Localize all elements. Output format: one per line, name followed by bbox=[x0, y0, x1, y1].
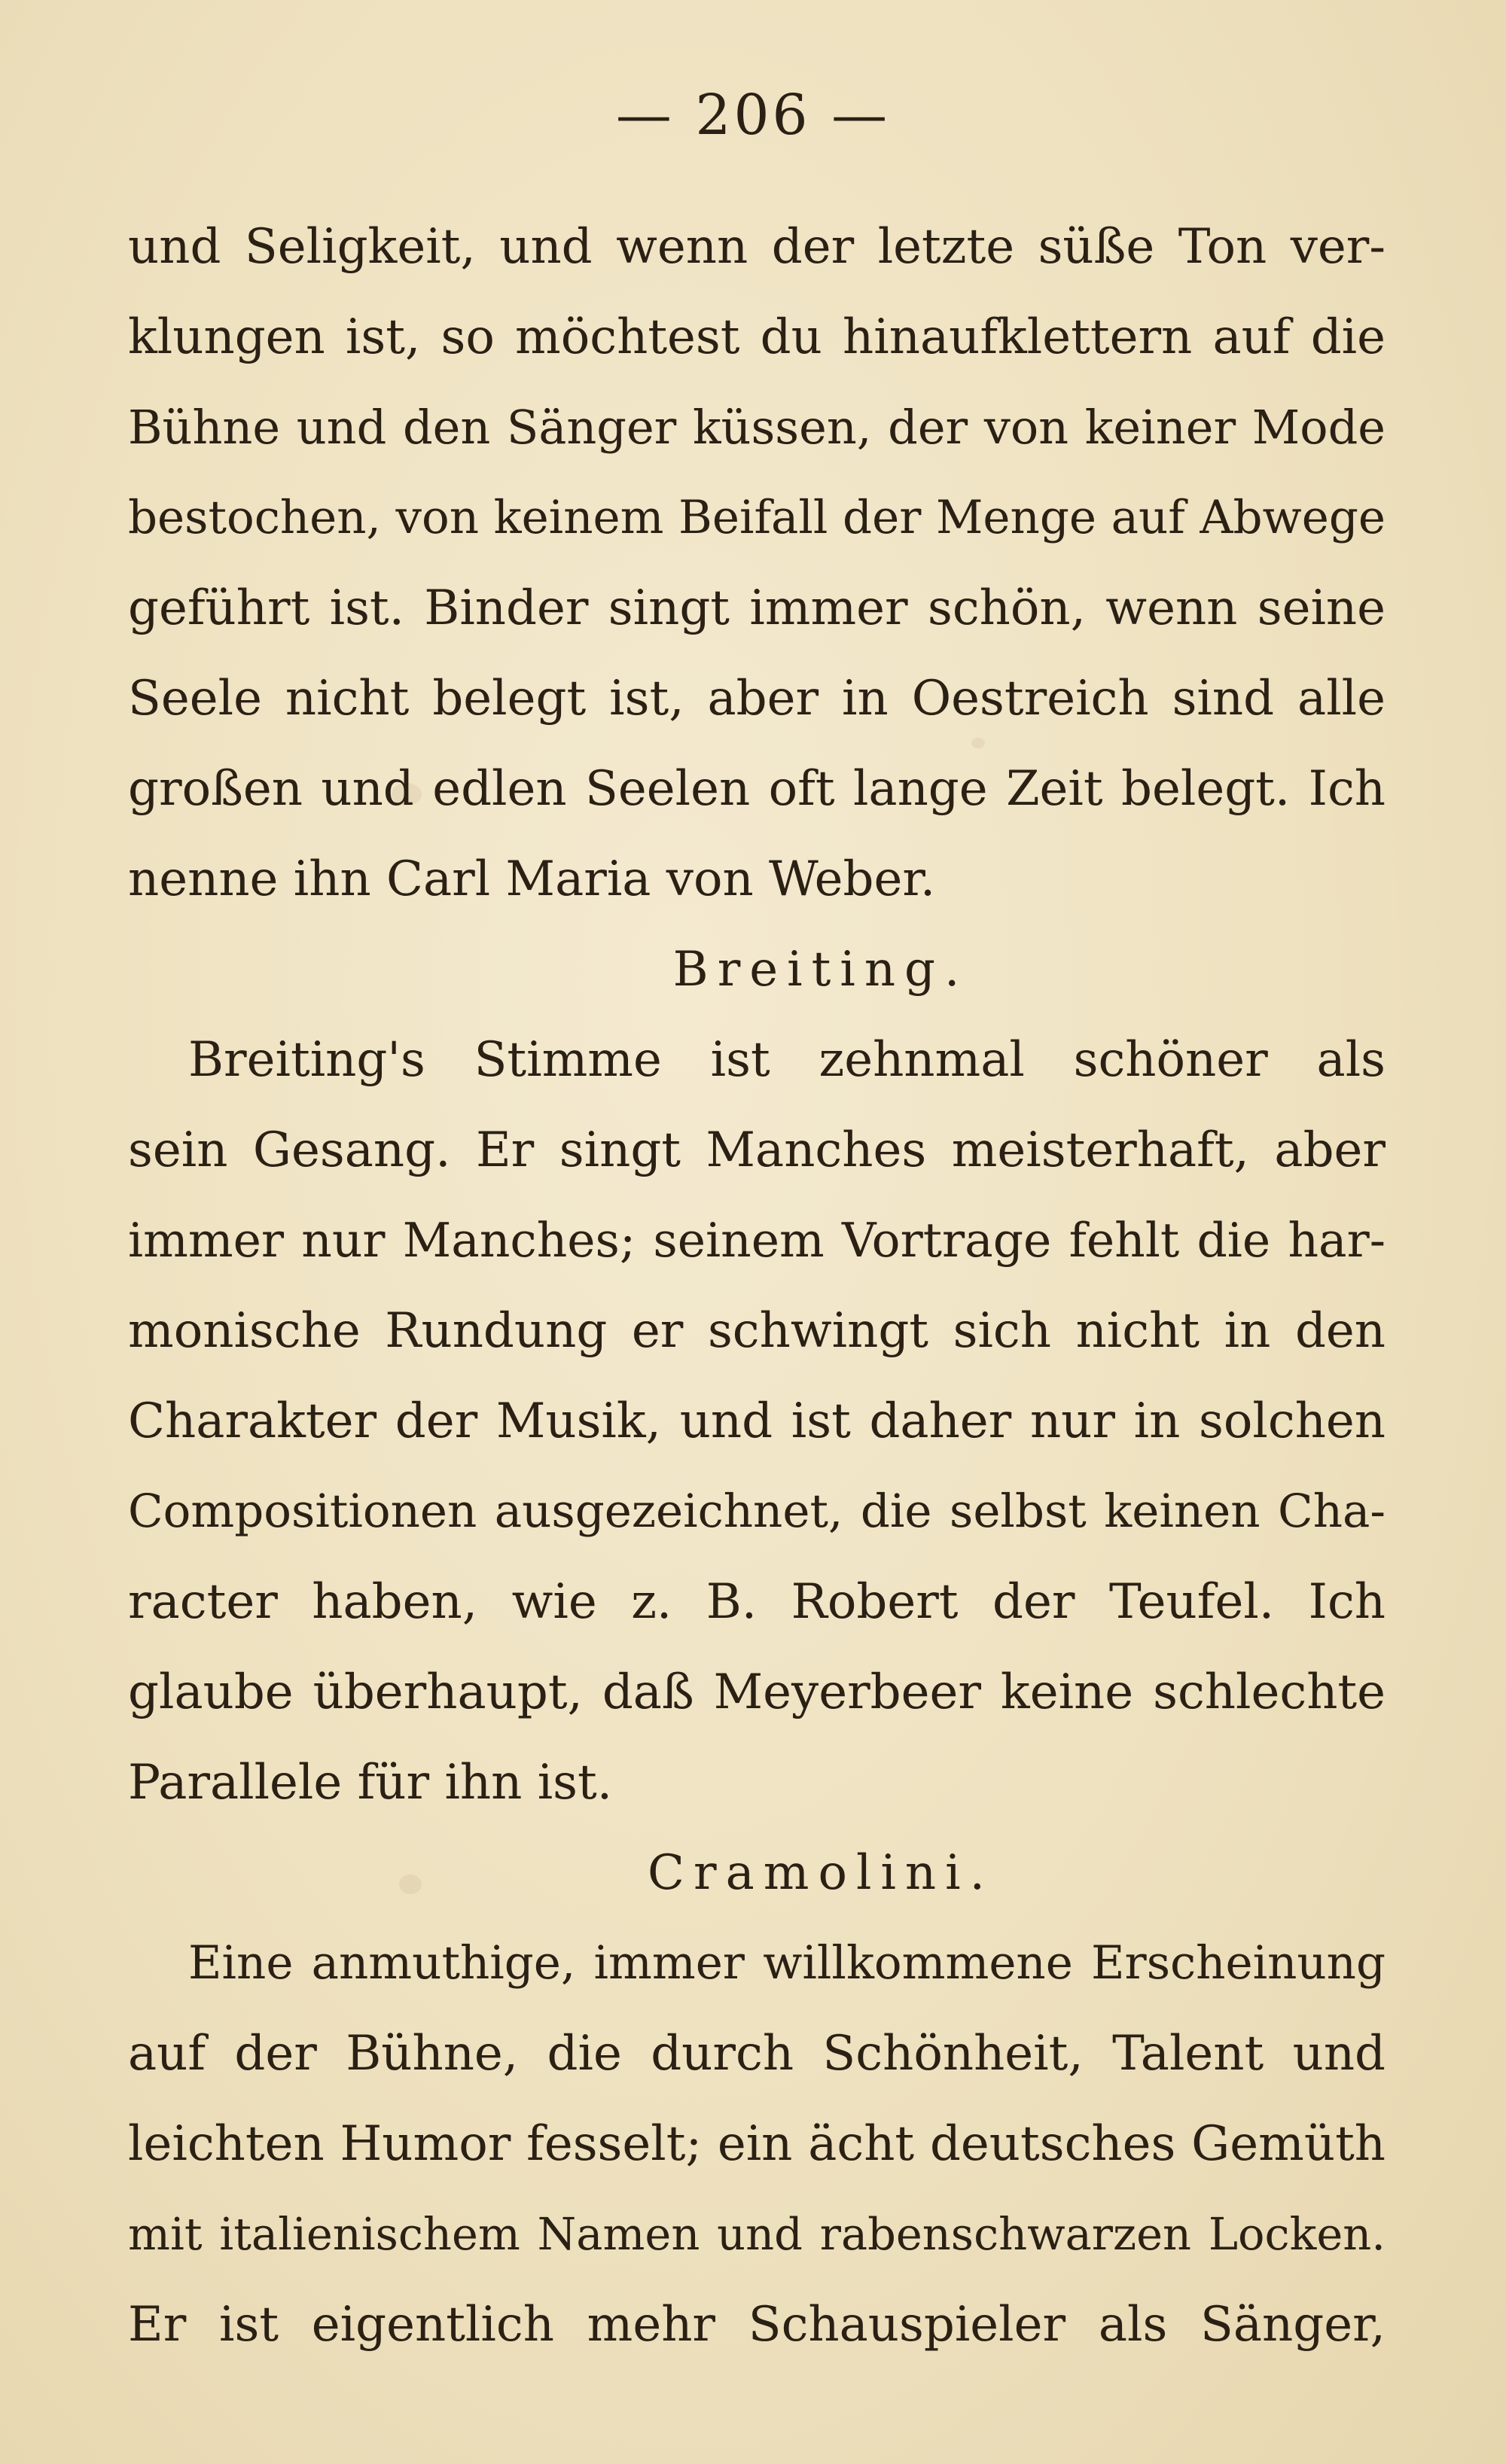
text-line: großen und edlen Seelen oft lange Zeit belegt. Ich bbox=[128, 761, 1386, 817]
body-text bbox=[128, 202, 1386, 2370]
text-line: klungen ist, so möchtest du hinaufklettern auf die bbox=[128, 309, 1386, 365]
section-heading-breiting: Breiting. bbox=[672, 942, 969, 997]
text-line: Charakter der Musik, und ist daher nur in solchen bbox=[128, 1393, 1386, 1449]
text-line: Breiting's Stimme ist zehnmal schöner als bbox=[188, 1032, 1386, 1088]
text-line: nenne ihn Carl Maria von Weber. bbox=[128, 851, 936, 907]
text-line: und Seligkeit, und wenn der letzte süße Ton ver- bbox=[128, 219, 1386, 275]
text-line: geführt ist. Binder singt immer schön, wenn seine bbox=[128, 580, 1386, 636]
text-line: Er ist eigentlich mehr Schauspieler als Sänger, bbox=[128, 2297, 1386, 2353]
text-line: auf der Bühne, die durch Schönheit, Talent und bbox=[128, 2026, 1386, 2082]
page-number: — 206 — bbox=[615, 83, 891, 148]
text-line: Compositionen ausgezeichnet, die selbst keinen Cha- bbox=[128, 1485, 1386, 1538]
section-heading-cramolini: Cramolini. bbox=[648, 1845, 994, 1901]
text-line: mit italienischem Namen und rabenschwarzen Locken. bbox=[128, 2208, 1386, 2260]
text-line: Bühne und den Sänger küssen, der von keiner Mode bbox=[128, 400, 1386, 455]
text-line: Seele nicht belegt ist, aber in Oestreich sind alle bbox=[128, 671, 1386, 726]
text-line: immer nur Manches; seinem Vortrage fehlt die har- bbox=[128, 1213, 1386, 1268]
text-line: bestochen, von keinem Beifall der Menge auf Abwege bbox=[128, 491, 1386, 544]
text-line: racter haben, wie z. B. Robert der Teufel. Ich bbox=[128, 1574, 1386, 1630]
text-line: leichten Humor fesselt; ein ächt deutsches Gemüth bbox=[128, 2116, 1386, 2172]
text-line: monische Rundung er schwingt sich nicht in den bbox=[128, 1303, 1386, 1359]
text-line: Parallele für ihn ist. bbox=[128, 1755, 613, 1811]
text-line: sein Gesang. Er singt Manches meisterhaft, aber bbox=[128, 1122, 1386, 1178]
text-line: Eine anmuthige, immer willkommene Erscheinung bbox=[188, 1936, 1386, 1990]
text-line: glaube überhaupt, daß Meyerbeer keine schlechte bbox=[128, 1664, 1386, 1720]
